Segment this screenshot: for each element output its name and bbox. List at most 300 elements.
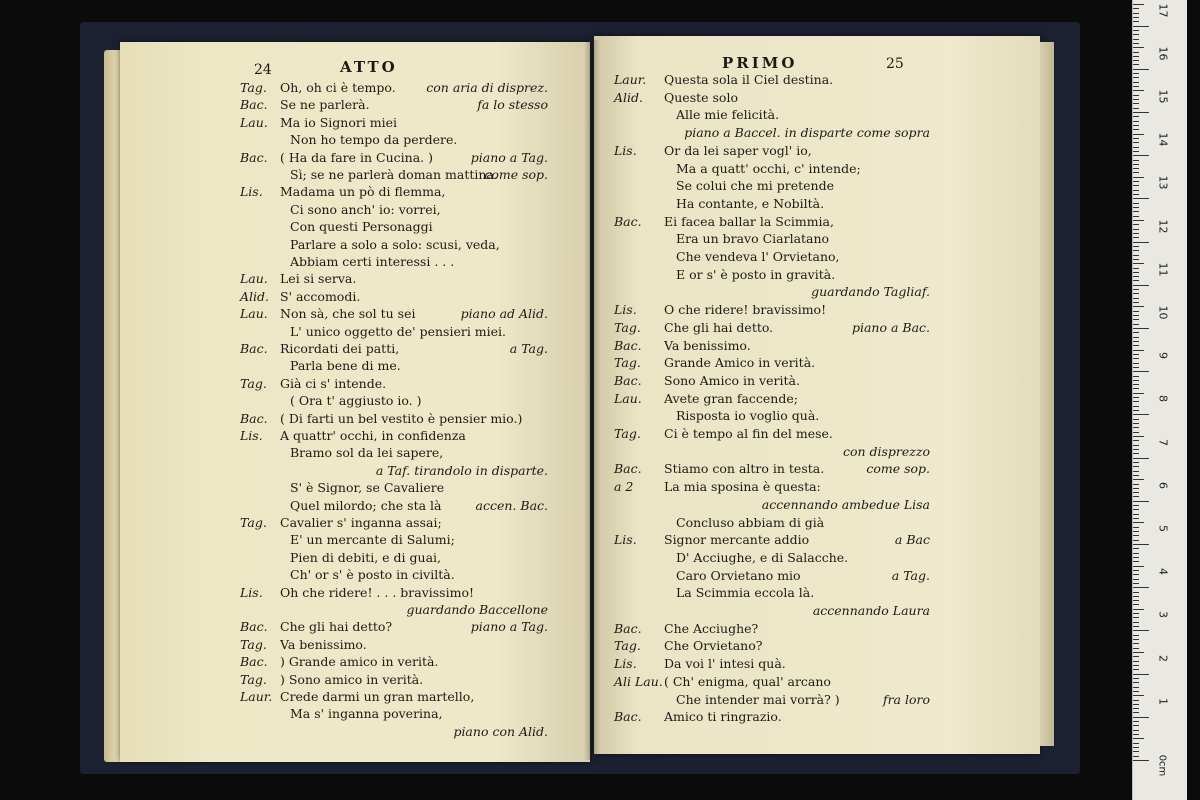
ruler-tick bbox=[1133, 358, 1139, 359]
verse-text: ) Sono amico in verità. bbox=[280, 671, 424, 687]
ruler-tick bbox=[1133, 419, 1139, 420]
verse-text: Sono Amico in verità. bbox=[664, 372, 800, 388]
text-line bbox=[594, 515, 1040, 531]
ruler-tick bbox=[1133, 531, 1139, 532]
ruler-tick bbox=[1133, 730, 1139, 731]
ruler-tick bbox=[1133, 613, 1139, 614]
ruler-tick bbox=[1133, 738, 1144, 739]
text-line bbox=[120, 550, 590, 566]
ruler-tick bbox=[1133, 13, 1139, 14]
ruler-tick bbox=[1133, 682, 1139, 683]
ruler-tick bbox=[1133, 747, 1139, 748]
verse-text: Ma io Signori miei bbox=[280, 114, 398, 130]
ruler-tick bbox=[1133, 302, 1139, 303]
ruler-tick bbox=[1133, 285, 1149, 286]
ruler-tick bbox=[1133, 475, 1139, 476]
text-line bbox=[594, 585, 1040, 601]
verse-text: S' accomodi. bbox=[280, 288, 361, 304]
ruler-tick bbox=[1133, 695, 1144, 696]
speaker-label: Laur. bbox=[240, 689, 273, 704]
verse-text: Non ho tempo da perdere. bbox=[290, 132, 458, 148]
speaker-label: Tag. bbox=[614, 355, 641, 371]
text-line bbox=[120, 689, 590, 705]
verse-text: Ma a quatt' occhi, c' intende; bbox=[676, 160, 861, 176]
verse-text: A quattr' occhi, in confidenza bbox=[280, 428, 466, 443]
verse-text: L' unico oggetto de' pensieri miei. bbox=[290, 323, 507, 339]
ruler-tick bbox=[1133, 112, 1149, 113]
verse-text: Da voi l' intesi quà. bbox=[664, 656, 786, 672]
verse-text: Questa sola il Ciel destina. bbox=[664, 72, 834, 87]
ruler-tick bbox=[1133, 164, 1139, 165]
ruler-tick bbox=[1133, 708, 1139, 709]
ruler-tick bbox=[1133, 406, 1139, 407]
text-line bbox=[120, 271, 590, 287]
ruler-tick bbox=[1133, 527, 1139, 528]
ruler-tick bbox=[1133, 86, 1139, 87]
ruler-tick bbox=[1133, 458, 1149, 459]
text-line bbox=[120, 341, 590, 357]
right-page-edges bbox=[1040, 42, 1054, 746]
verse-text: Parla bene di me. bbox=[290, 358, 401, 374]
verse-text: Oh, oh ci è tempo. bbox=[280, 80, 396, 95]
ruler-tick bbox=[1133, 26, 1149, 27]
ruler-tick bbox=[1133, 103, 1139, 104]
verse-text: ( Di farti un bel vestito è pensier mio.) bbox=[280, 410, 523, 426]
ruler-tick bbox=[1133, 237, 1139, 238]
verse-text: Va benissimo. bbox=[664, 337, 751, 353]
ruler-tick bbox=[1133, 661, 1139, 662]
verse-text: Ch' or s' è posto in civiltà. bbox=[290, 567, 455, 583]
text-line bbox=[120, 445, 590, 461]
verse-text: Ma s' inganna poverina, bbox=[290, 706, 443, 722]
ruler-tick bbox=[1133, 669, 1139, 670]
text-line bbox=[594, 461, 1040, 477]
ruler-tick bbox=[1133, 328, 1149, 329]
text-line bbox=[594, 302, 1040, 318]
ruler-tick bbox=[1133, 376, 1139, 377]
speaker-label: Lau. bbox=[240, 114, 268, 130]
ruler-tick bbox=[1133, 501, 1149, 502]
ruler-tick bbox=[1133, 168, 1139, 169]
stage-direction: a Bac bbox=[894, 532, 930, 548]
ruler-tick bbox=[1133, 52, 1139, 53]
speaker-label: Bac. bbox=[240, 410, 268, 426]
ruler-tick bbox=[1133, 17, 1139, 18]
ruler-tick bbox=[1133, 194, 1139, 195]
verse-text: Era un bravo Ciarlatano bbox=[676, 231, 830, 247]
ruler-tick bbox=[1133, 648, 1139, 649]
verse-text: Signor mercante addio bbox=[664, 532, 810, 548]
text-line bbox=[594, 638, 1040, 654]
speaker-label: Bac. bbox=[240, 149, 268, 165]
speaker-label: Bac. bbox=[240, 619, 268, 635]
ruler-tick bbox=[1133, 445, 1139, 446]
ruler-tick bbox=[1133, 712, 1139, 713]
text-line bbox=[120, 306, 590, 322]
ruler-tick bbox=[1133, 544, 1149, 545]
ruler-tick bbox=[1133, 298, 1139, 299]
ruler-tick bbox=[1133, 151, 1139, 152]
speaker-label: Tag. bbox=[240, 375, 267, 391]
speaker-label: Bac. bbox=[614, 213, 642, 229]
ruler-tick bbox=[1133, 181, 1139, 182]
speaker-label: Alid. bbox=[240, 288, 269, 304]
speaker-label: Tag. bbox=[614, 638, 641, 654]
text-line bbox=[594, 709, 1040, 725]
ruler-tick bbox=[1133, 488, 1139, 489]
ruler-label: 13 bbox=[1156, 175, 1170, 190]
text-line bbox=[120, 654, 590, 670]
ruler-tick bbox=[1133, 177, 1144, 178]
text-line bbox=[594, 178, 1040, 194]
stage-direction: a Tag. bbox=[509, 341, 548, 356]
speaker-label: Laur. bbox=[614, 72, 647, 87]
text-line bbox=[594, 603, 1040, 619]
ruler-tick bbox=[1133, 246, 1139, 247]
ruler-tick bbox=[1133, 522, 1144, 523]
stage-direction: come sop. bbox=[866, 461, 930, 477]
ruler-tick bbox=[1133, 250, 1139, 251]
speaker-label: Lis. bbox=[614, 532, 637, 548]
text-line bbox=[120, 132, 590, 148]
text-line bbox=[594, 249, 1040, 265]
verse-text: Avete gran faccende; bbox=[664, 390, 798, 406]
verse-text: ( Ora t' aggiusto io. ) bbox=[290, 393, 422, 409]
ruler-label: 17 bbox=[1156, 3, 1170, 18]
ruler-tick bbox=[1133, 609, 1144, 610]
ruler-tick bbox=[1133, 276, 1139, 277]
verse-text: E' un mercante di Salumi; bbox=[290, 532, 455, 548]
speaker-label: Bac. bbox=[240, 97, 268, 113]
ruler-tick bbox=[1133, 751, 1139, 752]
ruler-tick bbox=[1133, 540, 1139, 541]
ruler-tick bbox=[1133, 77, 1139, 78]
ruler-tick bbox=[1133, 553, 1139, 554]
ruler-tick bbox=[1133, 561, 1139, 562]
speaker-label: Lis. bbox=[614, 302, 637, 318]
ruler-label: 6 bbox=[1156, 481, 1170, 489]
ruler-tick bbox=[1133, 626, 1139, 627]
text-line bbox=[120, 115, 590, 131]
ruler-tick bbox=[1133, 518, 1139, 519]
ruler-tick bbox=[1133, 60, 1139, 61]
stage-direction: con aria di disprez. bbox=[426, 80, 548, 95]
text-line bbox=[120, 376, 590, 392]
verse-text: ( Ch' enigma, qual' arcano bbox=[664, 673, 831, 689]
stage-direction: fra loro bbox=[882, 691, 930, 707]
ruler-tick bbox=[1133, 535, 1139, 536]
verse-text: Che Orvietano? bbox=[664, 638, 763, 654]
ruler-tick bbox=[1133, 514, 1139, 515]
ruler-tick bbox=[1133, 604, 1139, 605]
stage-direction: con disprezzo bbox=[842, 443, 930, 459]
ruler-tick bbox=[1133, 332, 1139, 333]
verse-text: Madama un pò di flemma, bbox=[280, 184, 446, 200]
ruler-tick bbox=[1133, 108, 1139, 109]
ruler-tick bbox=[1133, 255, 1139, 256]
text-line bbox=[120, 706, 590, 722]
verse-text: Sì; se ne parlerà doman mattina. bbox=[290, 167, 498, 182]
ruler-tick bbox=[1133, 160, 1139, 161]
ruler-tick bbox=[1133, 617, 1139, 618]
stage-direction: come sop. bbox=[484, 167, 548, 182]
speaker-label: Bac. bbox=[614, 461, 642, 477]
text-line bbox=[594, 692, 1040, 708]
verse-text: Ei facea ballar la Scimmia, bbox=[664, 213, 834, 229]
ruler-tick bbox=[1133, 350, 1144, 351]
ruler-label: 14 bbox=[1156, 132, 1170, 147]
verse-text: Con questi Personaggi bbox=[290, 219, 433, 235]
verse-text: Ha contante, e Nobiltà. bbox=[676, 195, 825, 211]
ruler-tick bbox=[1133, 172, 1139, 173]
verse-text: Grande Amico in verità. bbox=[664, 355, 816, 371]
ruler-tick bbox=[1133, 73, 1139, 74]
ruler-tick bbox=[1133, 630, 1149, 631]
left-page bbox=[120, 42, 590, 762]
text-line bbox=[594, 656, 1040, 672]
ruler-tick bbox=[1133, 643, 1139, 644]
verse-text: Se colui che mi pretende bbox=[676, 178, 834, 194]
verse-text: Quel milordo; che sta là bbox=[290, 497, 442, 513]
text-line bbox=[120, 393, 590, 409]
verse-text: Non sà, che sol tu sei bbox=[280, 306, 416, 322]
verse-text: La mia sposina è questa: bbox=[664, 479, 821, 495]
ruler-tick bbox=[1133, 592, 1139, 593]
ruler-tick bbox=[1133, 259, 1139, 260]
ruler-tick bbox=[1133, 4, 1144, 5]
text-line bbox=[120, 237, 590, 253]
ruler-tick bbox=[1133, 233, 1139, 234]
ruler-label: 10 bbox=[1156, 305, 1170, 320]
speaker-label: Lau. bbox=[240, 271, 268, 287]
ruler-tick bbox=[1133, 583, 1139, 584]
ruler-tick bbox=[1133, 263, 1144, 264]
stage-direction: accennando ambedue Lisa bbox=[761, 496, 930, 512]
ruler-tick bbox=[1133, 21, 1139, 22]
text-line bbox=[120, 202, 590, 218]
ruler-tick bbox=[1133, 492, 1139, 493]
text-line bbox=[120, 219, 590, 235]
speaker-label: Ali Lau. bbox=[614, 673, 663, 689]
ruler-label: 7 bbox=[1156, 438, 1170, 446]
verse-text: D' Acciughe, e di Salacche. bbox=[676, 549, 849, 565]
verse-text: Se ne parlerà. bbox=[280, 97, 370, 113]
speaker-label: Tag. bbox=[240, 636, 267, 652]
text-line bbox=[120, 80, 590, 96]
stage-direction: guardando Tagliaf. bbox=[811, 284, 930, 300]
ruler-tick bbox=[1133, 99, 1139, 100]
ruler-tick bbox=[1133, 121, 1139, 122]
left-page-header: ATTO bbox=[340, 58, 398, 76]
stage-direction: piano a Tag. bbox=[470, 149, 548, 165]
ruler-label: 1 bbox=[1156, 697, 1170, 705]
ruler-tick bbox=[1133, 272, 1139, 273]
ruler-tick bbox=[1133, 30, 1139, 31]
ruler-tick bbox=[1133, 138, 1139, 139]
speaker-label: Tag. bbox=[240, 671, 267, 687]
ruler-tick bbox=[1133, 289, 1139, 290]
ruler-tick bbox=[1133, 185, 1139, 186]
ruler-tick bbox=[1133, 345, 1139, 346]
ruler-tick bbox=[1133, 354, 1139, 355]
text-line bbox=[594, 550, 1040, 566]
verse-text: ( Ha da fare in Cucina. ) bbox=[280, 149, 433, 165]
ruler-tick bbox=[1133, 401, 1139, 402]
ruler-tick bbox=[1133, 190, 1139, 191]
ruler-tick bbox=[1133, 665, 1139, 666]
ruler-tick bbox=[1133, 596, 1139, 597]
ruler-tick bbox=[1133, 337, 1139, 338]
ruler-tick bbox=[1133, 363, 1139, 364]
ruler-tick bbox=[1133, 496, 1139, 497]
verse-text: Che vendeva l' Orvietano, bbox=[676, 249, 840, 264]
speaker-label: Bac. bbox=[240, 341, 268, 356]
ruler-tick bbox=[1133, 453, 1139, 454]
ruler-tick bbox=[1133, 579, 1139, 580]
ruler-tick bbox=[1133, 466, 1139, 467]
speaker-label: Tag. bbox=[614, 319, 641, 335]
ruler-tick bbox=[1133, 95, 1139, 96]
stage-direction: piano a Tag. bbox=[470, 619, 548, 635]
ruler-tick bbox=[1133, 380, 1139, 381]
text-line bbox=[120, 150, 590, 166]
speaker-label: Bac. bbox=[614, 372, 642, 388]
ruler-tick bbox=[1133, 216, 1139, 217]
verse-text: Che gli hai detto. bbox=[664, 319, 774, 335]
speaker-label: Lis. bbox=[240, 584, 263, 600]
text-line bbox=[594, 338, 1040, 354]
text-line bbox=[120, 411, 590, 427]
speaker-label: Tag. bbox=[240, 515, 267, 530]
text-line bbox=[120, 515, 590, 531]
ruler-tick bbox=[1133, 134, 1144, 135]
ruler-tick bbox=[1133, 324, 1139, 325]
text-line bbox=[594, 621, 1040, 637]
ruler-tick bbox=[1133, 462, 1139, 463]
ruler-tick bbox=[1133, 82, 1139, 83]
text-line bbox=[120, 167, 590, 183]
verse-text: Abbiam certi interessi . . . bbox=[290, 254, 455, 269]
ruler-tick bbox=[1133, 388, 1139, 389]
ruler-tick bbox=[1133, 341, 1139, 342]
ruler-tick bbox=[1133, 211, 1139, 212]
text-line bbox=[594, 373, 1040, 389]
verse-text: Ricordati dei patti, bbox=[280, 341, 400, 356]
verse-text: La Scimmia eccola là. bbox=[676, 585, 815, 601]
ruler-tick bbox=[1133, 39, 1139, 40]
text-line bbox=[594, 196, 1040, 212]
speaker-label: Lis. bbox=[614, 656, 637, 672]
ruler-tick bbox=[1133, 566, 1144, 567]
text-line bbox=[120, 97, 590, 113]
ruler-tick bbox=[1133, 90, 1144, 91]
ruler-tick bbox=[1133, 367, 1139, 368]
ruler-tick bbox=[1133, 198, 1149, 199]
ruler-tick bbox=[1133, 147, 1139, 148]
text-line bbox=[120, 672, 590, 688]
verse-text: Bramo sol da lei sapere, bbox=[290, 445, 444, 461]
text-line bbox=[594, 143, 1040, 159]
text-line bbox=[594, 267, 1040, 283]
text-line bbox=[594, 161, 1040, 177]
ruler-tick bbox=[1133, 600, 1139, 601]
text-line bbox=[120, 358, 590, 374]
left-page-number: 24 bbox=[254, 62, 272, 78]
stage-direction: accennando Laura bbox=[812, 603, 930, 618]
ruler-tick bbox=[1133, 432, 1139, 433]
ruler-tick bbox=[1133, 574, 1139, 575]
text-line bbox=[120, 184, 590, 200]
speaker-label: Bac. bbox=[614, 620, 642, 636]
ruler-tick bbox=[1133, 8, 1139, 9]
ruler-tick bbox=[1133, 56, 1139, 57]
verse-text: E or s' è posto in gravità. bbox=[676, 266, 836, 282]
verse-text: Cavalier s' inganna assai; bbox=[280, 515, 442, 530]
ruler-tick bbox=[1133, 760, 1149, 761]
speaker-label: Lis. bbox=[240, 184, 263, 200]
ruler-tick bbox=[1133, 397, 1139, 398]
ruler-tick bbox=[1133, 756, 1139, 757]
text-line bbox=[120, 585, 590, 601]
ruler-tick bbox=[1133, 548, 1139, 549]
ruler-tick bbox=[1133, 242, 1149, 243]
verse-text: Lei si serva. bbox=[280, 271, 357, 287]
ruler-tick bbox=[1133, 427, 1139, 428]
ruler-tick bbox=[1133, 414, 1149, 415]
text-line bbox=[120, 602, 590, 618]
ruler-tick bbox=[1133, 142, 1139, 143]
ruler-tick bbox=[1133, 656, 1139, 657]
speaker-label: Lau. bbox=[614, 390, 642, 406]
stage-direction: piano con Alid. bbox=[453, 723, 548, 739]
ruler-label: 5 bbox=[1156, 525, 1170, 532]
verse-text: Pien di debiti, e di guai, bbox=[290, 549, 441, 565]
ruler-tick bbox=[1133, 687, 1139, 688]
ruler-tick bbox=[1133, 306, 1144, 307]
verse-text: Caro Orvietano mio bbox=[676, 567, 801, 583]
text-line bbox=[594, 444, 1040, 460]
ruler-tick bbox=[1133, 639, 1139, 640]
speaker-label: Bac. bbox=[240, 654, 268, 670]
ruler-tick bbox=[1133, 155, 1149, 156]
text-line bbox=[594, 408, 1040, 424]
ruler-tick bbox=[1133, 721, 1139, 722]
ruler-tick bbox=[1133, 43, 1139, 44]
verse-text: Va benissimo. bbox=[280, 636, 367, 652]
stage-direction: a Taf. tirandolo in disparte. bbox=[375, 462, 548, 478]
ruler-tick bbox=[1133, 652, 1144, 653]
verse-text: O che ridere! bravissimo! bbox=[664, 302, 827, 318]
ruler-tick bbox=[1133, 570, 1139, 571]
ruler-tick bbox=[1133, 440, 1139, 441]
speaker-label: Alid. bbox=[614, 89, 643, 105]
text-line bbox=[594, 72, 1040, 88]
ruler-tick bbox=[1133, 224, 1139, 225]
ruler-tick bbox=[1133, 436, 1144, 437]
text-line bbox=[594, 214, 1040, 230]
right-page bbox=[594, 36, 1040, 754]
text-line bbox=[120, 498, 590, 514]
text-line bbox=[594, 90, 1040, 106]
ruler-label: 4 bbox=[1156, 568, 1170, 576]
book-gutter bbox=[584, 40, 600, 760]
speaker-label: Tag. bbox=[614, 426, 641, 441]
ruler-tick bbox=[1133, 725, 1139, 726]
ruler-tick bbox=[1133, 116, 1139, 117]
text-line bbox=[594, 532, 1040, 548]
ruler-tick bbox=[1133, 229, 1139, 230]
verse-text: Stiamo con altro in testa. bbox=[664, 461, 825, 477]
